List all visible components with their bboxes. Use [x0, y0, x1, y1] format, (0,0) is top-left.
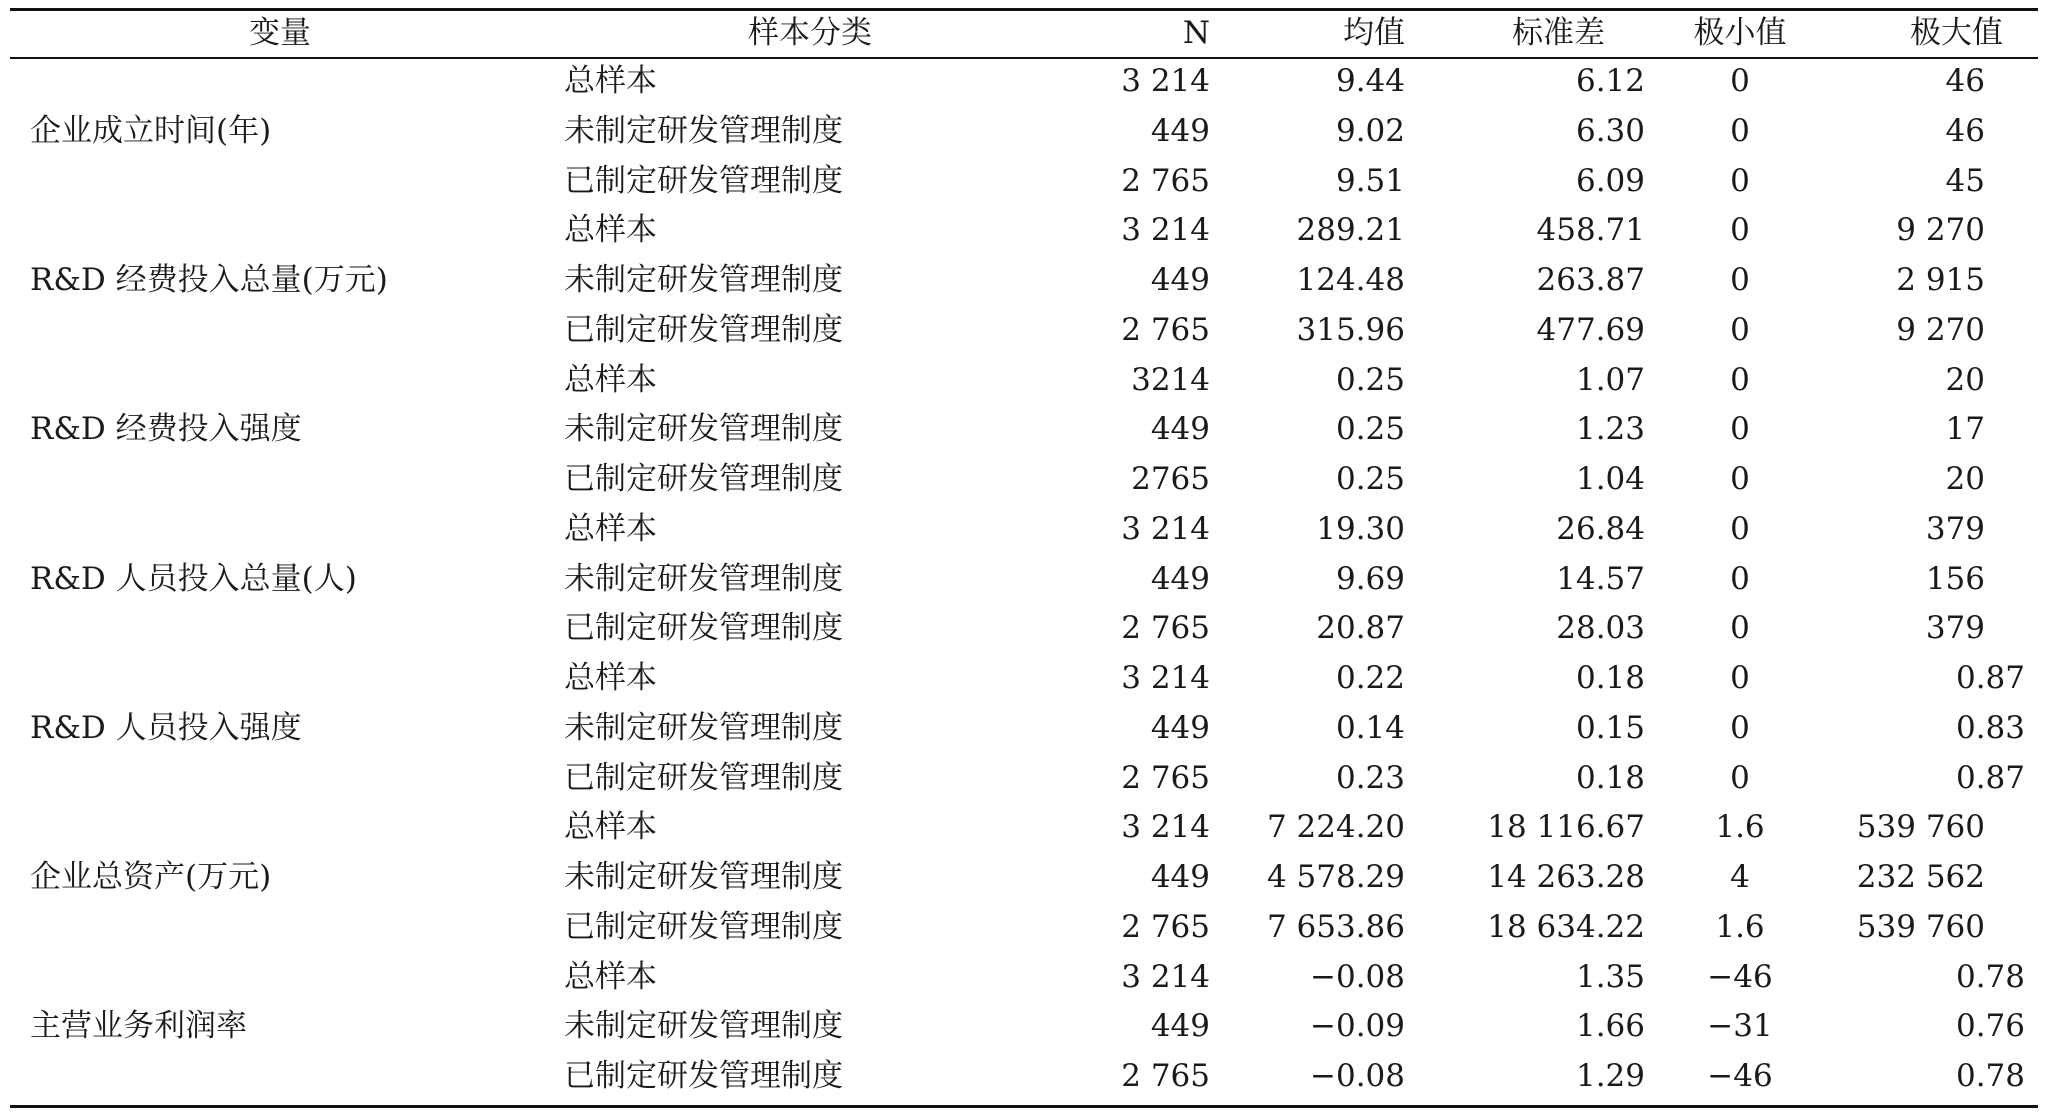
- cell-std: 458.71: [1536, 212, 1645, 249]
- cell-n: 3 214: [1121, 958, 1210, 995]
- cell-max: [1835, 405, 2048, 455]
- table-row: [10, 57, 2048, 107]
- cell-variable: [10, 206, 550, 256]
- cell-variable: [10, 803, 550, 853]
- cell-variable: [10, 455, 550, 505]
- cell-category: 总样本: [564, 212, 657, 249]
- cell-max-value: 20: [1945, 361, 1985, 398]
- cell-category: 总样本: [564, 510, 657, 547]
- cell-variable: [10, 306, 550, 356]
- cell-max-value: 539 760: [1856, 908, 1985, 945]
- cell-max-value: 46: [1945, 63, 1985, 99]
- cell-category: 未制定研发管理制度: [564, 859, 843, 895]
- cell-variable: [10, 654, 550, 704]
- cell-category: 总样本: [564, 361, 657, 398]
- cell-min: 0: [1730, 461, 1750, 497]
- cell-std: 1.29: [1575, 1058, 1645, 1094]
- cell-min: 0: [1730, 63, 1750, 99]
- cell-mean: 4 578.29: [1266, 859, 1405, 895]
- cell-max-value: 0.83: [1955, 709, 2025, 746]
- cell-min: 0: [1730, 411, 1750, 448]
- cell-min: 0: [1730, 510, 1750, 547]
- cell-max-value: 45: [1945, 162, 1985, 199]
- cell-mean: 0.14: [1335, 709, 1405, 746]
- cell-variable: [10, 604, 550, 654]
- table-row: [10, 853, 2048, 903]
- cell-mean: 19.30: [1316, 510, 1405, 547]
- table-row: [10, 157, 2048, 207]
- cell-max-value: 232 562: [1856, 859, 1985, 895]
- cell-std: 477.69: [1536, 311, 1645, 348]
- cell-max-value: 379: [1925, 610, 1985, 647]
- cell-max: [1835, 306, 2048, 356]
- cell-mean: 0.25: [1335, 411, 1405, 448]
- cell-mean: 0.25: [1335, 461, 1405, 497]
- table-row: [10, 903, 2048, 953]
- cell-variable: 主营业务利润率: [30, 1008, 247, 1045]
- cell-n: 449: [1150, 112, 1210, 149]
- cell-min: 4: [1730, 859, 1750, 895]
- table-row: [10, 803, 2048, 853]
- cell-max-value: 20: [1945, 461, 1985, 497]
- cell-max-value: 0.78: [1955, 1058, 2025, 1094]
- cell-mean: 7 224.20: [1266, 809, 1405, 846]
- cell-max: [1835, 754, 2048, 804]
- cell-std: 18 634.22: [1487, 908, 1645, 945]
- cell-max-value: 46: [1945, 112, 1985, 149]
- cell-mean: 9.02: [1335, 112, 1405, 149]
- cell-max: [1835, 505, 2048, 555]
- cell-n: 2 765: [1121, 759, 1210, 796]
- cell-category: 已制定研发管理制度: [564, 908, 843, 945]
- descriptive-statistics-table: [10, 10, 2048, 1102]
- cell-variable: R&D 经费投入强度: [30, 411, 302, 448]
- cell-mean: 9.69: [1335, 560, 1405, 597]
- header-max: 极大值: [1910, 15, 2003, 51]
- cell-max: [1835, 256, 2048, 306]
- cell-max: [1835, 57, 2048, 107]
- cell-n: 2 765: [1121, 162, 1210, 199]
- table-bottom-rule: [10, 1105, 2038, 1108]
- cell-max: [1835, 953, 2048, 1003]
- cell-max-value: 9 270: [1896, 212, 1985, 249]
- cell-max-value: 156: [1925, 560, 1985, 597]
- cell-min: −46: [1707, 958, 1773, 995]
- cell-variable: [10, 754, 550, 804]
- cell-min: 0: [1730, 311, 1750, 348]
- cell-max: [1835, 206, 2048, 256]
- cell-mean: −0.08: [1310, 1058, 1405, 1094]
- cell-max-value: 17: [1945, 411, 1985, 448]
- table-row: [10, 1002, 2048, 1052]
- cell-max: [1835, 803, 2048, 853]
- cell-max: [1835, 356, 2048, 406]
- table-row: [10, 306, 2048, 356]
- cell-max-value: 2 915: [1896, 262, 1985, 298]
- cell-std: 1.07: [1575, 361, 1645, 398]
- cell-max-value: 0.78: [1955, 958, 2025, 995]
- cell-std: 6.09: [1575, 162, 1645, 199]
- cell-max-value: 9 270: [1896, 311, 1985, 348]
- header-n: N: [1182, 15, 1210, 51]
- cell-n: 449: [1150, 859, 1210, 895]
- cell-std: 6.12: [1575, 63, 1645, 99]
- cell-n: 3 214: [1121, 510, 1210, 547]
- cell-category: 未制定研发管理制度: [564, 1008, 843, 1045]
- cell-variable: [10, 157, 550, 207]
- table-row: [10, 356, 2048, 406]
- cell-n: 449: [1150, 560, 1210, 597]
- cell-min: 1.6: [1715, 908, 1765, 945]
- cell-mean: 9.44: [1335, 63, 1405, 99]
- cell-category: 已制定研发管理制度: [564, 759, 843, 796]
- cell-category: 已制定研发管理制度: [564, 1058, 843, 1094]
- cell-std: 0.18: [1575, 660, 1645, 696]
- cell-n: 449: [1150, 1008, 1210, 1045]
- table-row: [10, 953, 2048, 1003]
- cell-max: [1835, 157, 2048, 207]
- cell-min: 0: [1730, 361, 1750, 398]
- table-row: [10, 604, 2048, 654]
- cell-min: 1.6: [1715, 809, 1765, 846]
- cell-category: 已制定研发管理制度: [564, 461, 843, 497]
- cell-n: 2 765: [1121, 1058, 1210, 1094]
- cell-n: 449: [1150, 262, 1210, 298]
- cell-std: 6.30: [1575, 112, 1645, 149]
- cell-variable: R&D 人员投入总量(人): [30, 560, 357, 597]
- cell-max: [1835, 853, 2048, 903]
- cell-min: 0: [1730, 709, 1750, 746]
- cell-n: 449: [1150, 709, 1210, 746]
- cell-max: [1835, 455, 2048, 505]
- cell-variable: [10, 505, 550, 555]
- cell-category: 已制定研发管理制度: [564, 311, 843, 348]
- cell-max: [1835, 903, 2048, 953]
- cell-n: 3214: [1131, 361, 1210, 398]
- cell-min: 0: [1730, 610, 1750, 647]
- cell-min: −31: [1707, 1008, 1773, 1045]
- cell-min: 0: [1730, 112, 1750, 149]
- table-row: [10, 654, 2048, 704]
- cell-std: 26.84: [1556, 510, 1645, 547]
- cell-n: 2765: [1131, 461, 1210, 497]
- header-row: [10, 10, 2048, 57]
- table-row: [10, 405, 2048, 455]
- table-row: [10, 505, 2048, 555]
- cell-std: 1.66: [1575, 1008, 1645, 1045]
- cell-min: 0: [1730, 262, 1750, 298]
- cell-mean: 0.23: [1335, 759, 1405, 796]
- cell-variable: [10, 57, 550, 107]
- cell-category: 总样本: [564, 809, 657, 846]
- cell-n: 3 214: [1121, 63, 1210, 99]
- table-row: [10, 754, 2048, 804]
- table-row: [10, 107, 2048, 157]
- cell-variable: R&D 人员投入强度: [30, 709, 302, 746]
- table-row: [10, 455, 2048, 505]
- table-body: [10, 57, 2048, 1102]
- cell-min: 0: [1730, 660, 1750, 696]
- cell-std: 263.87: [1536, 262, 1645, 298]
- cell-std: 18 116.67: [1487, 809, 1645, 846]
- cell-n: 2 765: [1121, 610, 1210, 647]
- cell-min: 0: [1730, 162, 1750, 199]
- cell-max-value: 0.76: [1955, 1008, 2025, 1045]
- table-row: [10, 555, 2048, 605]
- cell-mean: 0.22: [1335, 660, 1405, 696]
- cell-n: 2 765: [1121, 908, 1210, 945]
- header-min: 极小值: [1693, 15, 1787, 51]
- table-row: [10, 256, 2048, 306]
- cell-mean: 0.25: [1335, 361, 1405, 398]
- cell-std: 1.35: [1575, 958, 1645, 995]
- cell-category: 未制定研发管理制度: [564, 411, 843, 448]
- cell-n: 2 765: [1121, 311, 1210, 348]
- cell-max-value: 0.87: [1955, 759, 2025, 796]
- cell-mean: 124.48: [1296, 262, 1405, 298]
- cell-category: 总样本: [564, 660, 657, 696]
- table-row: [10, 1052, 2048, 1102]
- cell-n: 449: [1150, 411, 1210, 448]
- cell-std: 0.15: [1575, 709, 1645, 746]
- cell-category: 总样本: [564, 958, 657, 995]
- cell-variable: 企业成立时间(年): [30, 112, 272, 149]
- header-category: 样本分类: [748, 15, 872, 51]
- cell-category: 未制定研发管理制度: [564, 112, 843, 149]
- cell-min: 0: [1730, 759, 1750, 796]
- cell-max: [1835, 1052, 2048, 1102]
- table-row: [10, 704, 2048, 754]
- table-row: [10, 206, 2048, 256]
- cell-std: 0.18: [1575, 759, 1645, 796]
- cell-variable: [10, 1052, 550, 1102]
- cell-category: 未制定研发管理制度: [564, 560, 843, 597]
- cell-mean: 315.96: [1296, 311, 1405, 348]
- cell-mean: 289.21: [1296, 212, 1405, 249]
- cell-max: [1835, 704, 2048, 754]
- cell-std: 28.03: [1556, 610, 1645, 647]
- cell-variable: [10, 953, 550, 1003]
- cell-max-value: 379: [1925, 510, 1985, 547]
- cell-std: 1.23: [1575, 411, 1645, 448]
- cell-max: [1835, 555, 2048, 605]
- cell-variable: 企业总资产(万元): [30, 859, 272, 895]
- cell-variable: [10, 356, 550, 406]
- cell-n: 3 214: [1121, 809, 1210, 846]
- cell-n: 3 214: [1121, 212, 1210, 249]
- cell-category: 已制定研发管理制度: [564, 610, 843, 647]
- cell-std: 1.04: [1575, 461, 1645, 497]
- header-std: 标准差: [1512, 15, 1605, 51]
- table-header: [10, 10, 2048, 57]
- cell-max: [1835, 1002, 2048, 1052]
- cell-min: 0: [1730, 212, 1750, 249]
- cell-category: 已制定研发管理制度: [564, 162, 843, 199]
- cell-min: 0: [1730, 560, 1750, 597]
- cell-category: 未制定研发管理制度: [564, 262, 843, 298]
- cell-std: 14 263.28: [1487, 859, 1645, 895]
- cell-max: [1835, 654, 2048, 704]
- cell-category: 总样本: [564, 63, 657, 99]
- cell-max: [1835, 107, 2048, 157]
- header-mean: 均值: [1343, 15, 1405, 51]
- cell-mean: 20.87: [1316, 610, 1405, 647]
- cell-max-value: 0.87: [1955, 660, 2025, 696]
- cell-variable: [10, 903, 550, 953]
- header-variable: 变量: [249, 15, 311, 51]
- cell-min: −46: [1707, 1058, 1773, 1094]
- cell-variable: R&D 经费投入总量(万元): [30, 262, 388, 298]
- cell-max-value: 539 760: [1856, 809, 1985, 846]
- cell-max: [1835, 604, 2048, 654]
- cell-n: 3 214: [1121, 660, 1210, 696]
- cell-mean: 7 653.86: [1266, 908, 1405, 945]
- cell-mean: −0.09: [1310, 1008, 1405, 1045]
- cell-category: 未制定研发管理制度: [564, 709, 843, 746]
- cell-std: 14.57: [1556, 560, 1645, 597]
- cell-mean: 9.51: [1335, 162, 1405, 199]
- cell-mean: −0.08: [1310, 958, 1405, 995]
